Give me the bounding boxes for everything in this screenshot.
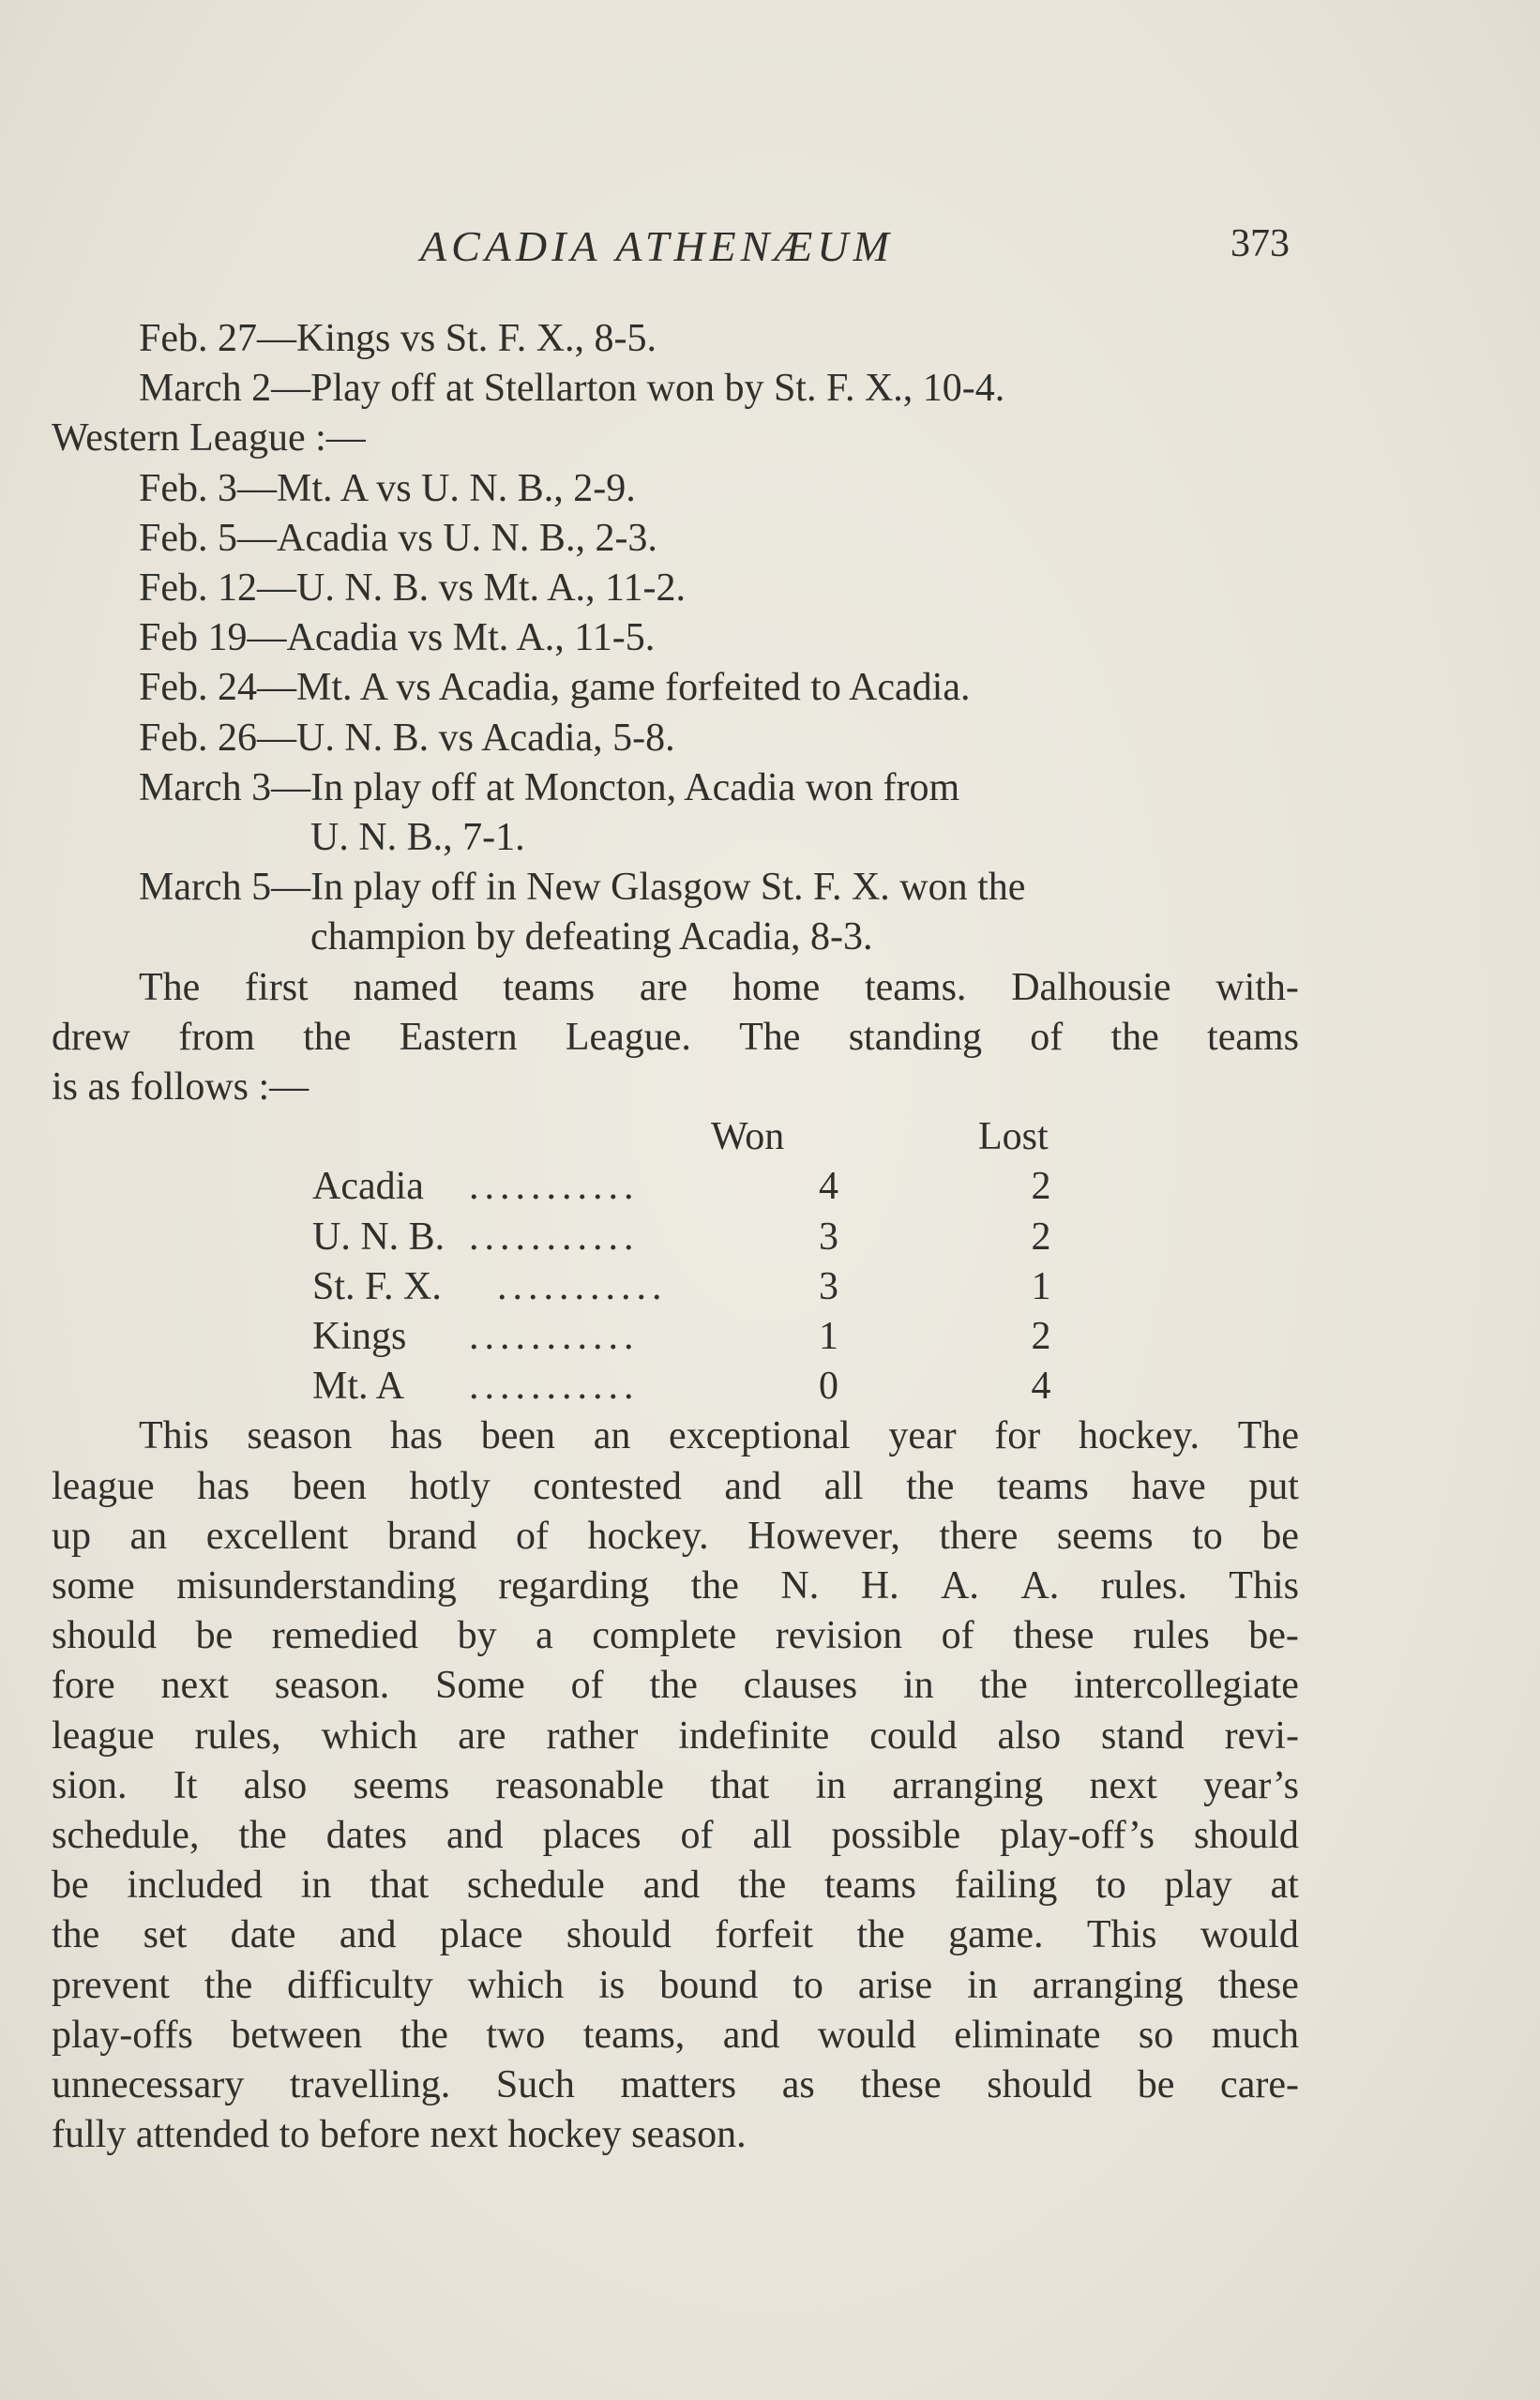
won-value: 3: [819, 1264, 838, 1308]
dot-leader: ...........: [469, 1315, 640, 1358]
fixture-line: Feb. 24—Mt. A vs Acadia, game forfeited to Acadia.: [139, 666, 971, 710]
paragraph-line: should be remedied by a complete revision of these rules be-: [52, 1614, 1299, 1658]
won-value: 3: [819, 1215, 838, 1259]
paragraph-line: up an excellent brand of hockey. However, there seems to be: [52, 1514, 1299, 1558]
playoff-continuation: champion by defeating Acadia, 8-3.: [310, 915, 873, 959]
paragraph-line: fully attended to before next hockey season.: [52, 2113, 747, 2157]
dot-leader: ...........: [469, 1215, 640, 1259]
playoff-line: March 5—In play off in New Glasgow St. F. X. won the: [139, 866, 1026, 910]
table-row: [52, 1262, 1299, 1312]
paragraph-line: schedule, the dates and places of all possible play-off’s should: [52, 1814, 1299, 1858]
paragraph-line: league rules, which are rather indefinite could also stand revi-: [52, 1713, 1299, 1758]
lost-value: 2: [1031, 1315, 1051, 1358]
lost-value: 2: [1031, 1165, 1051, 1209]
paragraph-line: prevent the difficulty which is bound to arise in arranging these: [52, 1963, 1299, 2007]
team-name: Mt. A: [312, 1365, 405, 1409]
page-number: 373: [1230, 222, 1290, 265]
dot-leader: ...........: [497, 1264, 668, 1308]
closing-paragraph: [52, 1411, 1299, 2160]
playoff-continuation: U. N. B., 7-1.: [310, 816, 525, 860]
paragraph-line: This season has been an exceptional year for hockey. The: [139, 1414, 1299, 1458]
fixture-line: Feb. 27—Kings vs St. F. X., 8-5.: [139, 317, 657, 360]
standing-intro: [52, 963, 1299, 1113]
fixture-line: Feb. 12—U. N. B. vs Mt. A., 11-2.: [139, 566, 686, 611]
fixture-line: March 2—Play off at Stellarton won by St. F. X., 10-4.: [139, 367, 1005, 411]
team-name: Kings: [312, 1315, 407, 1358]
section-heading: Western League :—: [52, 416, 366, 460]
standings-header-row: [52, 1112, 1299, 1162]
table-row: [52, 1312, 1299, 1362]
paragraph-line: unnecessary travelling. Such matters as these should be care-: [52, 2063, 1299, 2107]
paragraph-line: league has been hotly contested and all the teams have put: [52, 1464, 1299, 1508]
paragraph-line: the set date and place should forfeit the game. This would: [52, 1913, 1299, 1957]
fixture-line: Feb. 3—Mt. A vs U. N. B., 2-9.: [139, 466, 636, 510]
won-value: 0: [819, 1365, 838, 1409]
dot-leader: ...........: [469, 1165, 640, 1209]
paragraph-line: some misunderstanding regarding the N. H. A. A. rules. This: [52, 1564, 1299, 1608]
team-name: Acadia: [312, 1165, 424, 1209]
team-name: St. F. X.: [312, 1264, 442, 1308]
team-name: U. N. B.: [312, 1215, 445, 1259]
paragraph-line: The first named teams are home teams. Dalhousie with-: [139, 965, 1299, 1009]
column-header-lost: Lost: [978, 1115, 1049, 1159]
paragraph-line: drew from the Eastern League. The standing of the teams: [52, 1015, 1299, 1059]
page-header: [0, 221, 1540, 278]
lost-value: 2: [1031, 1215, 1051, 1259]
fixture-line: Feb. 5—Acadia vs U. N. B., 2-3.: [139, 516, 657, 560]
running-head: ACADIA ATHENÆUM: [420, 222, 894, 270]
table-row: [52, 1162, 1299, 1212]
playoff-line: March 3—In play off at Moncton, Acadia won from: [139, 765, 960, 809]
standings-table: [52, 1162, 1299, 1411]
table-row: [52, 1362, 1299, 1411]
paragraph-line: be included in that schedule and the teams failing to play at: [52, 1864, 1299, 1908]
lost-value: 1: [1031, 1264, 1051, 1308]
article-body: [52, 314, 1299, 2160]
fixture-line: Feb. 26—U. N. B. vs Acadia, 5-8.: [139, 716, 675, 760]
paragraph-line: is as follows :—: [52, 1065, 310, 1109]
paragraph-line: fore next season. Some of the clauses in the intercollegiate: [52, 1664, 1299, 1708]
lost-value: 4: [1031, 1365, 1051, 1409]
paragraph-line: sion. It also seems reasonable that in arranging next year’s: [52, 1763, 1299, 1807]
won-value: 4: [819, 1165, 838, 1209]
table-row: [52, 1213, 1299, 1262]
paragraph-line: play-offs between the two teams, and would eliminate so much: [52, 2013, 1299, 2057]
fixture-line: Feb 19—Acadia vs Mt. A., 11-5.: [139, 616, 656, 660]
dot-leader: ...........: [469, 1365, 640, 1409]
won-value: 1: [819, 1315, 838, 1358]
column-header-won: Won: [711, 1115, 785, 1159]
